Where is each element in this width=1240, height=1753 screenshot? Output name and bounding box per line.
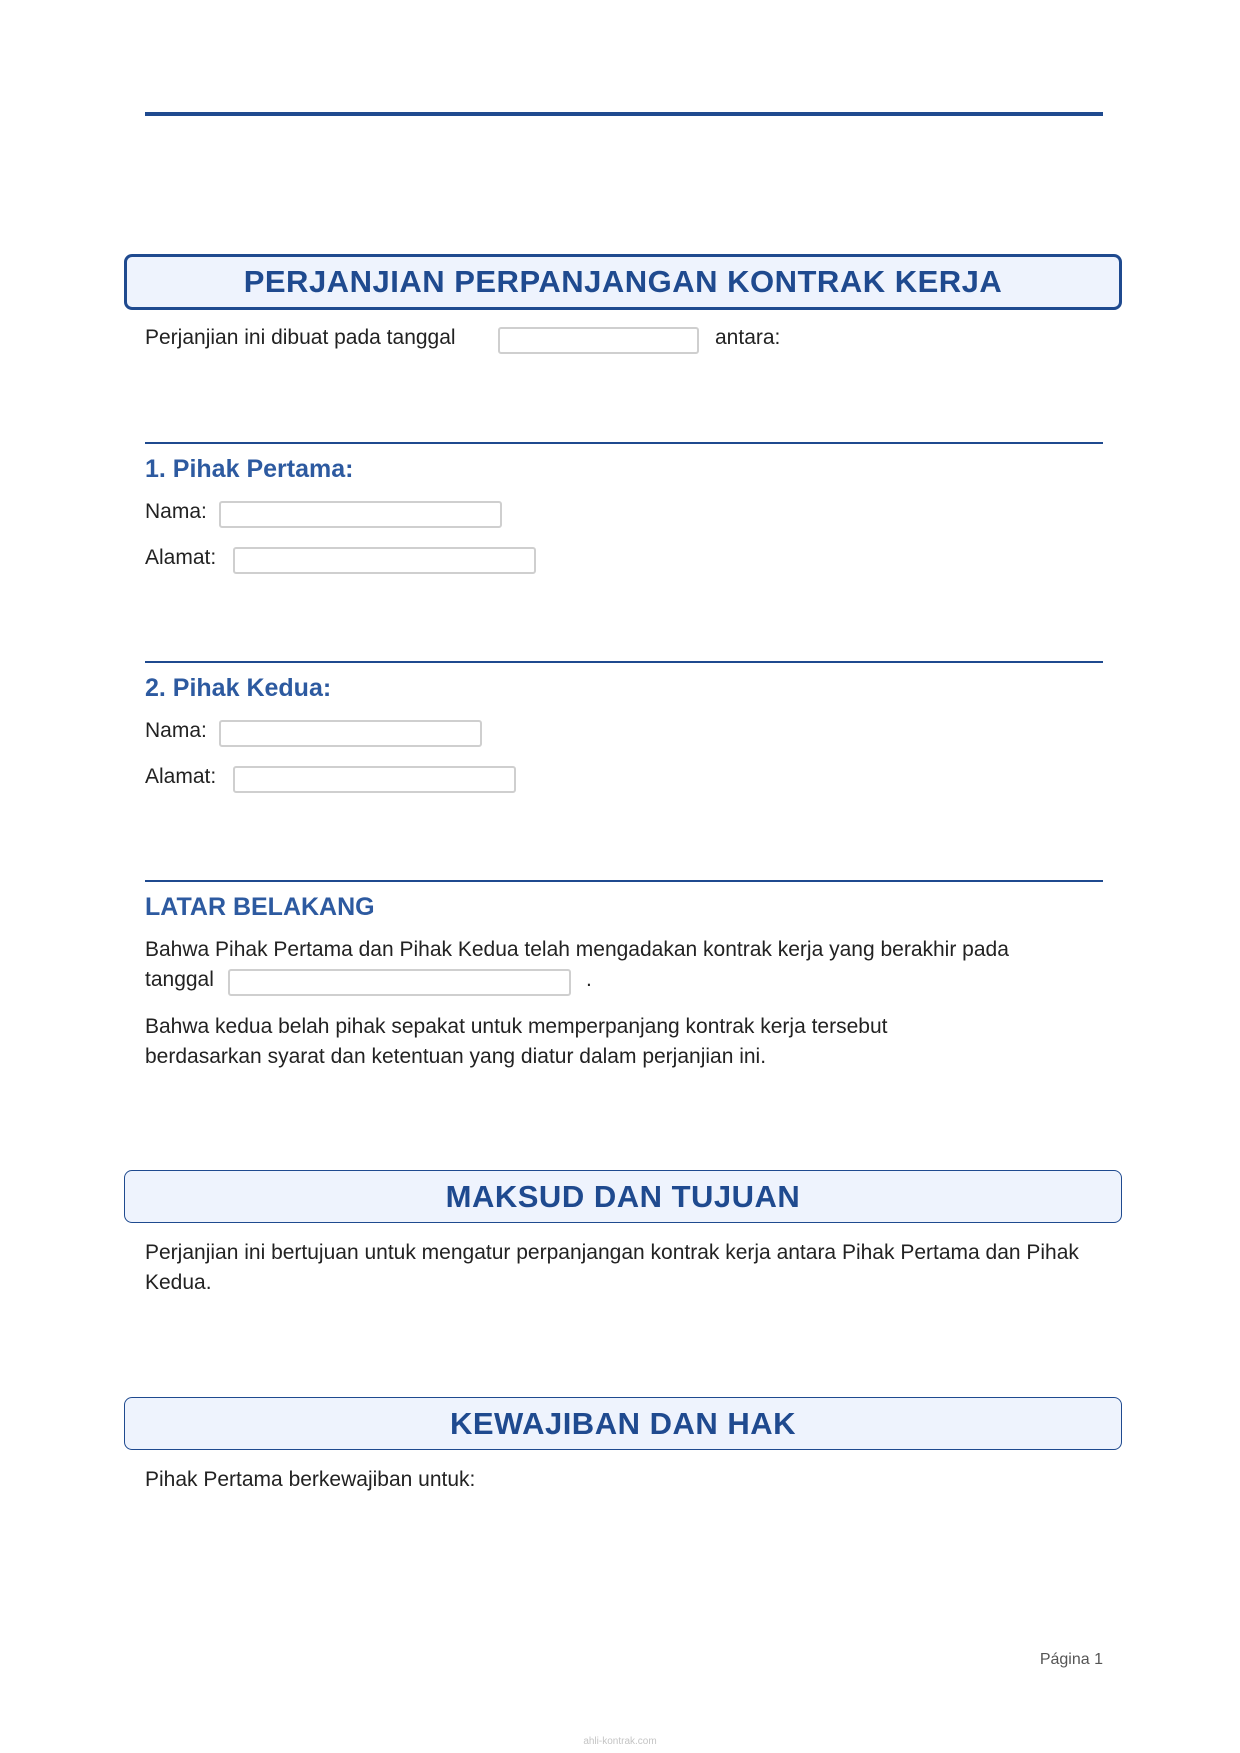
header-rule — [145, 112, 1103, 116]
party-one-heading: 1. Pihak Pertama: — [145, 455, 354, 483]
background-heading: LATAR BELAKANG — [145, 893, 375, 921]
section-divider — [145, 661, 1103, 663]
purpose-text: Perjanjian ini bertujuan untuk mengatur perpanjangan kontrak kerja antara Pihak Pertama dan Pihak Kedua. — [145, 1241, 1079, 1294]
background-period: . — [586, 968, 592, 991]
party-two-address-label: Alamat: — [145, 765, 217, 788]
background-line1: Bahwa Pihak Pertama dan Pihak Kedua telah mengadakan kontrak kerja yang berakhir pada — [145, 938, 1009, 961]
document-title: PERJANJIAN PERPANJANGAN KONTRAK KERJA — [124, 254, 1122, 310]
party-two-name-field[interactable] — [219, 720, 482, 747]
section-divider — [145, 442, 1103, 444]
intro-suffix-text: antara: — [715, 326, 781, 349]
contract-end-date-field[interactable] — [228, 969, 571, 996]
section-divider — [145, 880, 1103, 882]
party-one-address-field[interactable] — [233, 547, 536, 574]
footer-watermark: ahli-kontrak.com — [583, 1736, 657, 1747]
page-number: Página 1 — [1039, 1651, 1103, 1668]
obligations-text: Pihak Pertama berkewajiban untuk: — [145, 1468, 476, 1491]
agreement-date-field[interactable] — [498, 327, 699, 354]
party-two-address-field[interactable] — [233, 766, 516, 793]
party-two-heading: 2. Pihak Kedua: — [145, 674, 332, 702]
obligations-banner: KEWAJIBAN DAN HAK — [124, 1397, 1122, 1450]
party-one-name-field[interactable] — [219, 501, 502, 528]
background-paragraph: Bahwa kedua belah pihak sepakat untuk memperpanjang kontrak kerja tersebut berdasarkan syarat dan ketentuan yang diatur dalam perjanjian ini. — [145, 1015, 888, 1068]
purpose-banner: MAKSUD DAN TUJUAN — [124, 1170, 1122, 1223]
party-two-name-label: Nama: — [145, 719, 207, 742]
intro-date-label: Perjanjian ini dibuat pada tanggal — [145, 326, 456, 349]
party-one-name-label: Nama: — [145, 500, 207, 523]
party-one-address-label: Alamat: — [145, 546, 217, 569]
background-date-label: tanggal — [145, 968, 214, 991]
